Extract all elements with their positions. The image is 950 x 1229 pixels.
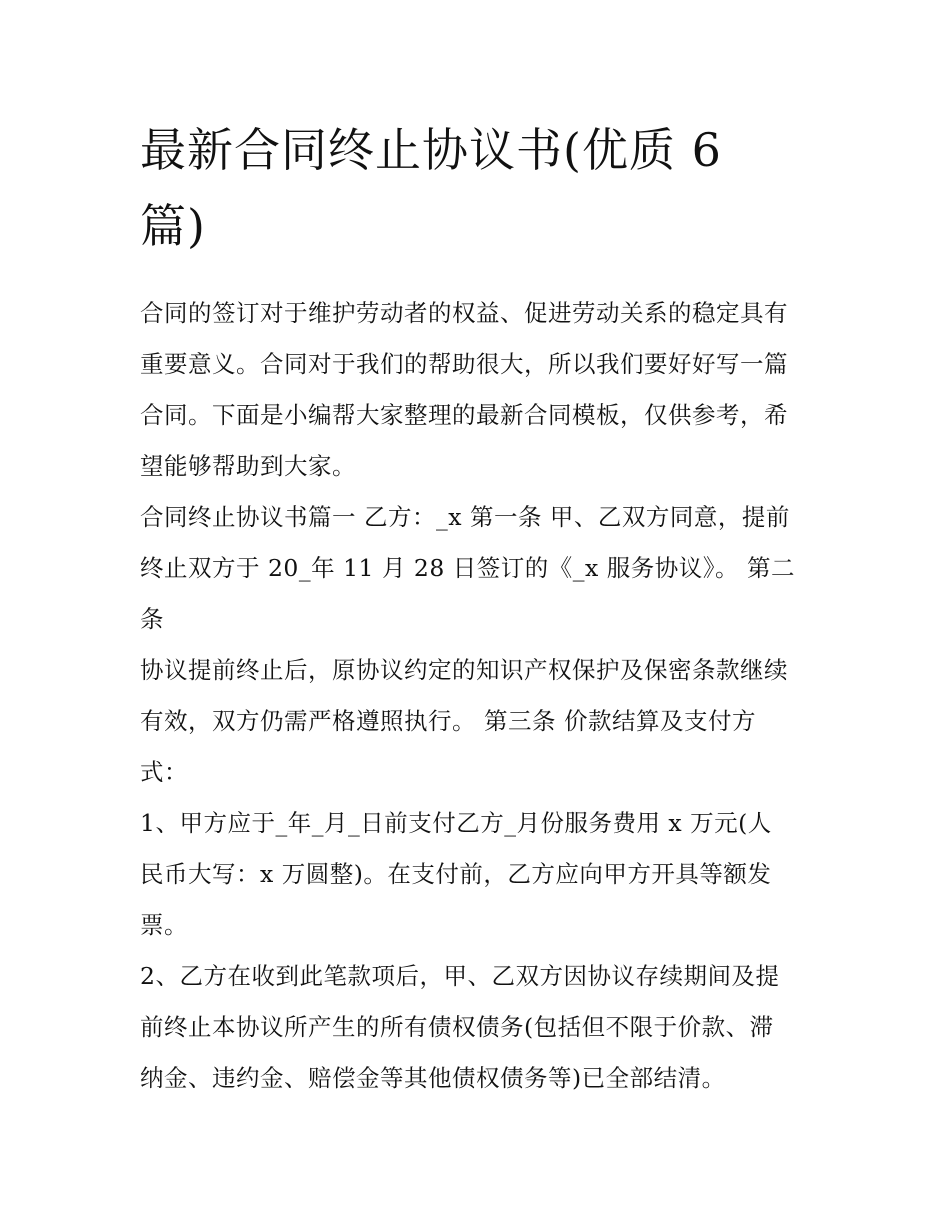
text-line: 合同终止协议书篇一 乙方：_x 第一条 甲、乙双方同意，提前 xyxy=(140,503,790,531)
text-line: 民币大写：x 万圆整)。在支付前，乙方应向甲方开具等额发 xyxy=(140,860,772,888)
payment-clause-1 xyxy=(140,798,820,951)
text-line: 条 xyxy=(140,605,164,633)
text-line: 合同。下面是小编帮大家整理的最新合同模板，仅供参考，希 xyxy=(140,401,788,429)
text-line: 式： xyxy=(140,758,188,786)
article-two-paragraph xyxy=(140,645,820,798)
text-line: 2、乙方在收到此笔款项后，甲、乙双方因协议存续期间及提 xyxy=(140,962,780,990)
text-line: 终止双方于 20_年 11 月 28 日签订的《_x 服务协议》。 第二 xyxy=(140,554,796,582)
text-line: 前终止本协议所产生的所有债权债务(包括但不限于价款、滞 xyxy=(140,1013,774,1041)
document-title xyxy=(140,112,820,264)
article-one-paragraph xyxy=(140,492,820,645)
text-line: 望能够帮助到大家。 xyxy=(140,452,356,480)
text-line: 重要意义。合同对于我们的帮助很大，所以我们要好好写一篇 xyxy=(140,350,788,378)
intro-paragraph xyxy=(140,288,820,492)
text-line: 票。 xyxy=(140,911,188,939)
text-line: 纳金、违约金、赔偿金等其他债权债务等)已全部结清。 xyxy=(140,1064,726,1092)
text-line: 协议提前终止后，原协议约定的知识产权保护及保密条款继续 xyxy=(140,656,788,684)
document-page xyxy=(140,112,820,1104)
text-line: 有效，双方仍需严格遵照执行。 第三条 价款结算及支付方 xyxy=(140,707,756,735)
text-line: 1、甲方应于_年_月_日前支付乙方_月份服务费用 x 万元(人 xyxy=(140,809,772,837)
title-line-2: 篇) xyxy=(140,199,206,253)
text-line: 合同的签订对于维护劳动者的权益、促进劳动关系的稳定具有 xyxy=(140,299,788,327)
payment-clause-2 xyxy=(140,951,820,1104)
title-line-1: 最新合同终止协议书(优质 6 xyxy=(140,123,722,177)
